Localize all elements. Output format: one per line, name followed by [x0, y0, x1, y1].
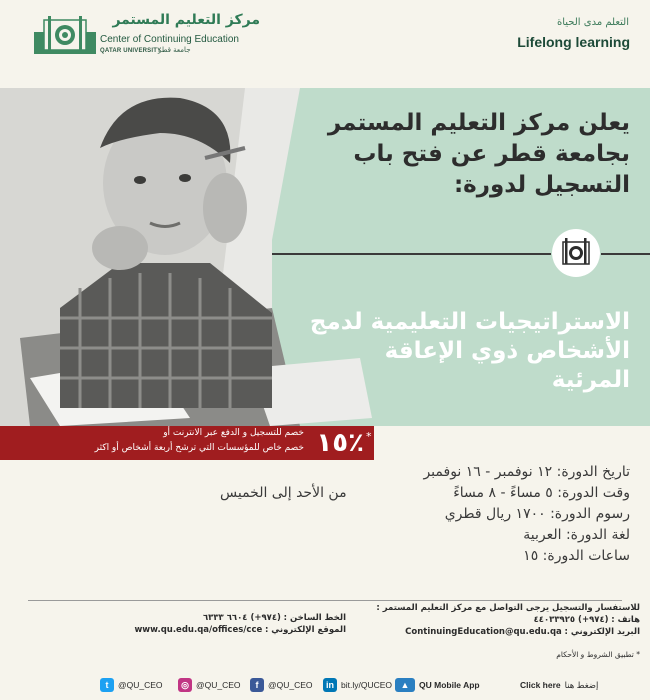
linkedin-icon: in: [323, 678, 337, 692]
center-name-english: Center of Continuing Education: [100, 34, 239, 45]
click-here-arabic: إضغط هنا: [564, 679, 599, 690]
click-here-link[interactable]: [520, 677, 598, 693]
discount-asterisk: *: [366, 430, 372, 443]
course-time-row: [220, 483, 630, 504]
phone-number[interactable]: (٩٧٤+) ٤٤٠٣٣٩٢٥: [533, 615, 609, 625]
qatar-university-english: QATAR UNIVERSITY: [100, 48, 162, 54]
hotline-label: الخط الساخن :: [283, 613, 346, 623]
course-time: وقت الدورة: ٥ مساءً - ٨ مساءً: [453, 485, 630, 501]
hotline-number[interactable]: (٩٧٤+) ٦٦٠٤ ٦٣٣٣: [202, 613, 281, 623]
qu-cce-logo-icon: [34, 14, 96, 56]
email-label: البريد الإلكتروني :: [564, 627, 640, 637]
linkedin-link[interactable]: [323, 677, 392, 693]
instagram-link[interactable]: [178, 677, 241, 693]
lifelong-learning-arabic: التعلم مدى الحياة: [556, 17, 629, 28]
click-here-english: Click here: [520, 680, 561, 690]
instagram-handle: @QU_CEO: [196, 680, 241, 690]
discount-line-institutions: خصم خاص للمؤسسات التي ترشح أربعة أشخاص أو اكثر: [94, 443, 304, 453]
contact-email-row: [340, 626, 640, 638]
facebook-link[interactable]: [250, 677, 313, 693]
course-fee: رسوم الدورة: ١٧٠٠ ريال قطري: [444, 506, 630, 522]
announcement-heading: يعلن مركز التعليم المستمر بجامعة قطر عن فتح باب التسجيل لدورة:: [327, 110, 630, 198]
terms-note: * تطبيق الشروط و الأحكام: [556, 650, 640, 659]
facebook-handle: @QU_CEO: [268, 680, 313, 690]
app-store-icon: ▲: [395, 678, 415, 692]
mobile-app-label: QU Mobile App: [419, 680, 480, 690]
course-language: لغة الدورة: العربية: [523, 527, 630, 543]
mobile-app-link[interactable]: [395, 677, 480, 693]
linkedin-url: bit.ly/QUCEO: [341, 680, 393, 690]
course-title: الاستراتيجيات التعليمية لدمج الأشخاص ذوي الإعاقة المرئية: [309, 309, 630, 393]
facebook-icon: f: [250, 678, 264, 692]
discount-percent: ١٥٪: [316, 428, 364, 458]
course-date: تاريخ الدورة: ١٢ نوفمبر - ١٦ نوفمبر: [423, 464, 630, 480]
divider-line: [272, 252, 650, 256]
discount-line-online: خصم للتسجيل و الدفع عبر الانترنت أو: [163, 428, 304, 438]
contact-intro: للاستفسار والتسجيل يرجى التواصل مع مركز التعليم المستمر :: [376, 603, 640, 613]
twitter-handle: @QU_CEO: [118, 680, 163, 690]
course-days: من الأحد إلى الخميس: [220, 485, 347, 501]
center-name-arabic: مركز التعليم المستمر: [112, 12, 260, 28]
header: [0, 0, 650, 88]
contact-main: [340, 602, 640, 638]
contact-separator: [28, 600, 622, 601]
phone-label: هاتف :: [611, 615, 640, 625]
twitter-link[interactable]: [100, 677, 163, 693]
twitter-icon: t: [100, 678, 114, 692]
hotline-row: [120, 612, 346, 624]
contact-secondary: [120, 612, 346, 636]
contact-phone-row: [340, 614, 640, 626]
website-row: [120, 624, 346, 636]
instagram-icon: ◎: [178, 678, 192, 692]
course-hours: ساعات الدورة: ١٥: [523, 548, 630, 564]
website-link[interactable]: www.qu.edu.qa/offices/cce: [134, 625, 263, 635]
lifelong-learning-english: Lifelong learning: [517, 34, 630, 50]
course-details: [220, 462, 630, 567]
qatar-university-arabic: جامعة قطر: [158, 46, 191, 54]
website-label: الموقع الإلكتروني :: [264, 625, 346, 635]
email-link[interactable]: ContinuingEducation@qu.edu.qa: [405, 627, 562, 637]
